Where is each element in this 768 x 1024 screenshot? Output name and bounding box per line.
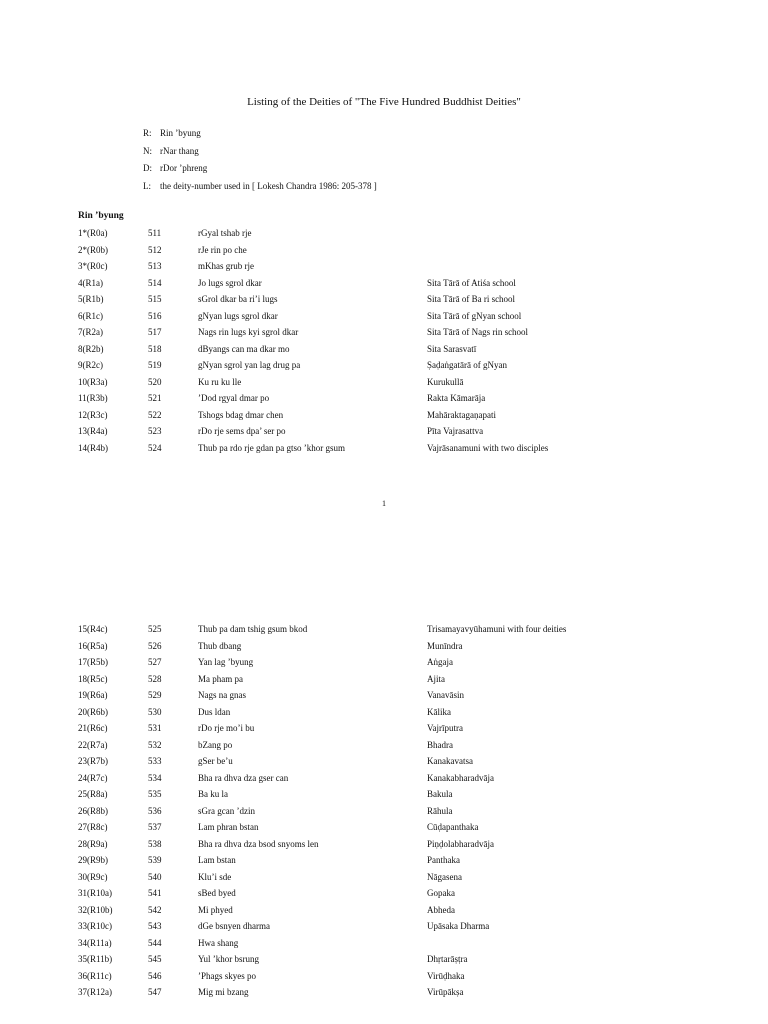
deity-id: 15(R4c)	[78, 624, 108, 634]
deity-row	[0, 905, 768, 922]
deity-id: 21(R6c)	[78, 723, 108, 733]
tibetan-name: mKhas grub rje	[198, 261, 254, 271]
sanskrit-name: Virūḍhaka	[427, 970, 465, 981]
deity-row	[0, 971, 768, 988]
deity-row	[0, 888, 768, 905]
deity-number: 540	[148, 871, 162, 882]
tibetan-name: Klu’i sde	[198, 871, 232, 882]
legend-text: rNar thang	[160, 145, 199, 156]
tibetan-name: Lam bstan	[198, 855, 236, 865]
tibetan-name: sGra gcan ’dzin	[198, 805, 255, 816]
section-heading: Rin ’byung	[78, 211, 124, 221]
tibetan-name: Mig mi bzang	[198, 987, 249, 997]
legend-row	[143, 128, 377, 146]
sanskrit-name: Kurukullā	[427, 376, 464, 387]
deity-number: 518	[148, 343, 162, 354]
sanskrit-name: Pīta Vajrasattva	[427, 426, 484, 436]
deity-row	[0, 756, 768, 773]
legend-row	[143, 163, 377, 181]
deity-row	[0, 938, 768, 955]
document-title: Listing of the Deities of "The Five Hundred Buddhist Deities"	[247, 96, 521, 108]
deity-id: 28(R9a)	[78, 838, 108, 849]
deity-id: 13(R4a)	[78, 426, 108, 436]
deity-number: 546	[148, 970, 162, 981]
deity-id: 33(R10c)	[78, 921, 112, 931]
deity-row	[0, 228, 768, 245]
deity-row	[0, 443, 768, 460]
deity-row	[0, 410, 768, 427]
sanskrit-name: Sita Tārā of gNyan school	[427, 310, 522, 321]
tibetan-name: Mi phyed	[198, 904, 233, 915]
deity-number: 520	[148, 376, 162, 387]
tibetan-name: Thub pa rdo rje gdan pa gtso ’khor gsum	[198, 442, 345, 453]
deity-id: 22(R7a)	[78, 739, 108, 750]
deity-row	[0, 740, 768, 757]
tibetan-name: Thub dbang	[198, 640, 242, 651]
sanskrit-name: Ṣaḍaṅgatārā of gNyan	[427, 360, 507, 370]
tibetan-name: Yan lag ’byung	[198, 657, 254, 667]
deity-id: 31(R10a)	[78, 888, 112, 898]
deity-number: 523	[148, 426, 162, 436]
deity-row	[0, 855, 768, 872]
tibetan-name: bZang po	[198, 739, 233, 750]
deity-number: 545	[148, 954, 162, 964]
sanskrit-name: Aṅgaja	[427, 657, 453, 667]
deity-row	[0, 674, 768, 691]
sanskrit-name: Vanavāsin	[427, 690, 464, 700]
sanskrit-name: Munīndra	[427, 640, 463, 651]
deity-id: 7(R2a)	[78, 327, 103, 337]
deity-id: 10(R3a)	[78, 376, 108, 387]
sanskrit-name: Mahāraktagaṇapati	[427, 409, 496, 420]
deity-row	[0, 839, 768, 856]
sanskrit-name: Sita Sarasvatī	[427, 343, 477, 354]
sanskrit-name: Bhadra	[427, 739, 453, 750]
deity-row	[0, 806, 768, 823]
deity-id: 18(R5c)	[78, 673, 108, 684]
deity-id: 20(R6b)	[78, 706, 108, 717]
deity-id: 8(R2b)	[78, 343, 104, 354]
tibetan-name: Ma pham pa	[198, 673, 243, 684]
sanskrit-name: Bakula	[427, 789, 453, 799]
sanskrit-name: Panthaka	[427, 855, 460, 865]
deity-number: 516	[148, 310, 162, 321]
deity-number: 530	[148, 706, 162, 717]
deity-number: 526	[148, 640, 162, 651]
tibetan-name: rGyal tshab rje	[198, 228, 252, 238]
deity-row	[0, 393, 768, 410]
sanskrit-name: Abheda	[427, 904, 455, 915]
deity-number: 539	[148, 855, 162, 865]
legend-row	[143, 181, 377, 199]
deity-id: 37(R12a)	[78, 987, 112, 997]
deity-id: 6(R1c)	[78, 310, 103, 321]
deity-id: 26(R8b)	[78, 805, 108, 816]
deity-row	[0, 311, 768, 328]
sanskrit-name: Trisamayavyūhamuni with four deities	[427, 624, 567, 634]
legend-key: L:	[143, 180, 151, 191]
sanskrit-name: Upāsaka Dharma	[427, 921, 490, 931]
deity-row	[0, 624, 768, 641]
deity-row	[0, 789, 768, 806]
sanskrit-name: Nāgasena	[427, 871, 462, 882]
deity-row	[0, 657, 768, 674]
page-number: 1	[382, 499, 386, 508]
sanskrit-name: Virūpākṣa	[427, 987, 464, 997]
deity-row	[0, 723, 768, 740]
tibetan-name: rJe rin po che	[198, 244, 247, 255]
deity-number: 535	[148, 789, 162, 799]
deity-row	[0, 690, 768, 707]
deity-id: 19(R6a)	[78, 690, 108, 700]
deity-list-top	[0, 228, 768, 459]
deity-row	[0, 872, 768, 889]
deity-id: 12(R3c)	[78, 409, 108, 420]
deity-row	[0, 360, 768, 377]
deity-number: 531	[148, 723, 162, 733]
deity-id: 34(R11a)	[78, 937, 112, 948]
deity-id: 4(R1a)	[78, 277, 103, 288]
deity-row	[0, 921, 768, 938]
deity-number: 522	[148, 409, 162, 420]
deity-id: 1*(R0a)	[78, 228, 108, 238]
deity-number: 511	[148, 228, 162, 238]
deity-number: 532	[148, 739, 162, 750]
legend-text: Rin ’byung	[160, 128, 201, 138]
deity-number: 537	[148, 822, 162, 832]
legend-text: rDor ’phreng	[160, 163, 208, 173]
sanskrit-name: Kālika	[427, 706, 451, 717]
deity-number: 528	[148, 673, 162, 684]
deity-id: 30(R9c)	[78, 871, 108, 882]
tibetan-name: Yul ’khor bsrung	[198, 954, 259, 964]
deity-number: 534	[148, 772, 162, 783]
deity-number: 543	[148, 921, 162, 931]
sanskrit-name: Sita Tārā of Atiśa school	[427, 277, 516, 288]
tibetan-name: rDo rje mo’i bu	[198, 723, 255, 733]
deity-id: 23(R7b)	[78, 756, 108, 766]
deity-number: 524	[148, 442, 162, 453]
deity-row	[0, 377, 768, 394]
tibetan-name: dGe bsnyen dharma	[198, 921, 270, 931]
sanskrit-name: Gopaka	[427, 888, 455, 898]
deity-number: 542	[148, 904, 162, 915]
legend-key: R:	[143, 128, 152, 138]
deity-row	[0, 278, 768, 295]
deity-id: 2*(R0b)	[78, 244, 108, 255]
tibetan-name: Ba ku la	[198, 789, 228, 799]
deity-row	[0, 707, 768, 724]
sanskrit-name: Vajrāsanamuni with two disciples	[427, 442, 549, 453]
abbreviation-legend	[143, 128, 377, 198]
deity-row	[0, 344, 768, 361]
tibetan-name: dByangs can ma dkar mo	[198, 343, 290, 354]
deity-number: 536	[148, 805, 162, 816]
tibetan-name: Bha ra dhva dza gser can	[198, 772, 289, 783]
legend-row	[143, 146, 377, 164]
deity-number: 521	[148, 393, 162, 403]
deity-number: 533	[148, 756, 162, 766]
deity-id: 9(R2c)	[78, 360, 103, 370]
deity-number: 519	[148, 360, 162, 370]
deity-number: 513	[148, 261, 162, 271]
deity-id: 11(R3b)	[78, 393, 108, 403]
deity-number: 547	[148, 987, 162, 997]
tibetan-name: Hwa shang	[198, 937, 239, 948]
deity-number: 527	[148, 657, 162, 667]
deity-number: 529	[148, 690, 162, 700]
deity-id: 29(R9b)	[78, 855, 108, 865]
sanskrit-name: Sita Tārā of Ba ri school	[427, 294, 516, 304]
tibetan-name: Nags rin lugs kyi sgrol dkar	[198, 327, 299, 337]
legend-key: D:	[143, 163, 152, 173]
deity-id: 27(R8c)	[78, 822, 108, 832]
tibetan-name: sGrol dkar ba ri’i lugs	[198, 294, 278, 304]
deity-id: 25(R8a)	[78, 789, 108, 799]
deity-row	[0, 641, 768, 658]
tibetan-name: Thub pa dam tshig gsum bkod	[198, 624, 308, 634]
sanskrit-name: Piṇḍolabharadvāja	[427, 838, 494, 849]
tibetan-name: Dus ldan	[198, 706, 231, 717]
deity-number: 512	[148, 244, 162, 255]
sanskrit-name: Ajita	[427, 673, 445, 684]
sanskrit-name: Kanakavatsa	[427, 756, 473, 766]
deity-id: 24(R7c)	[78, 772, 108, 783]
tibetan-name: gSer be’u	[198, 756, 233, 766]
tibetan-name: Tshogs bdag dmar chen	[198, 409, 284, 420]
tibetan-name: Ku ru ku lle	[198, 376, 242, 387]
deity-number: 544	[148, 937, 162, 948]
deity-row	[0, 245, 768, 262]
deity-row	[0, 327, 768, 344]
deity-number: 525	[148, 624, 162, 634]
deity-row	[0, 773, 768, 790]
sanskrit-name: Vajrīputra	[427, 723, 463, 733]
deity-list-bottom	[0, 624, 768, 1004]
deity-row	[0, 426, 768, 443]
tibetan-name: Bha ra dhva dza bsod snyoms len	[198, 838, 319, 849]
tibetan-name: Jo lugs sgrol dkar	[198, 277, 262, 288]
tibetan-name: rDo rje sems dpa’ ser po	[198, 426, 286, 436]
deity-row	[0, 822, 768, 839]
deity-id: 17(R5b)	[78, 657, 108, 667]
tibetan-name: sBed byed	[198, 888, 236, 898]
sanskrit-name: Rāhula	[427, 805, 453, 816]
sanskrit-name: Rakta Kāmarāja	[427, 393, 486, 403]
deity-number: 517	[148, 327, 162, 337]
legend-key: N:	[143, 145, 152, 156]
deity-id: 36(R11c)	[78, 970, 112, 981]
deity-id: 14(R4b)	[78, 442, 108, 453]
sanskrit-name: Dhṛtarāṣṭra	[427, 954, 468, 964]
deity-id: 35(R11b)	[78, 954, 113, 964]
deity-id: 5(R1b)	[78, 294, 104, 304]
legend-text: the deity-number used in [ Lokesh Chandra 1986: 205-378 ]	[160, 180, 377, 191]
deity-number: 541	[148, 888, 162, 898]
deity-id: 16(R5a)	[78, 640, 108, 651]
deity-row	[0, 261, 768, 278]
deity-id: 32(R10b)	[78, 904, 113, 915]
tibetan-name: gNyan sgrol yan lag drug pa	[198, 360, 301, 370]
deity-row	[0, 294, 768, 311]
tibetan-name: ’Dod rgyal dmar po	[198, 393, 270, 403]
tibetan-name: Nags na gnas	[198, 690, 246, 700]
sanskrit-name: Sita Tārā of Nags rin school	[427, 327, 529, 337]
sanskrit-name: Cūḍapanthaka	[427, 822, 479, 832]
deity-number: 538	[148, 838, 162, 849]
tibetan-name: Lam phran bstan	[198, 822, 259, 832]
sanskrit-name: Kanakabharadvāja	[427, 772, 494, 783]
deity-number: 515	[148, 294, 162, 304]
tibetan-name: gNyan lugs sgrol dkar	[198, 310, 278, 321]
deity-number: 514	[148, 277, 162, 288]
tibetan-name: ’Phags skyes po	[198, 970, 256, 981]
deity-id: 3*(R0c)	[78, 261, 108, 271]
deity-row	[0, 987, 768, 1004]
deity-row	[0, 954, 768, 971]
